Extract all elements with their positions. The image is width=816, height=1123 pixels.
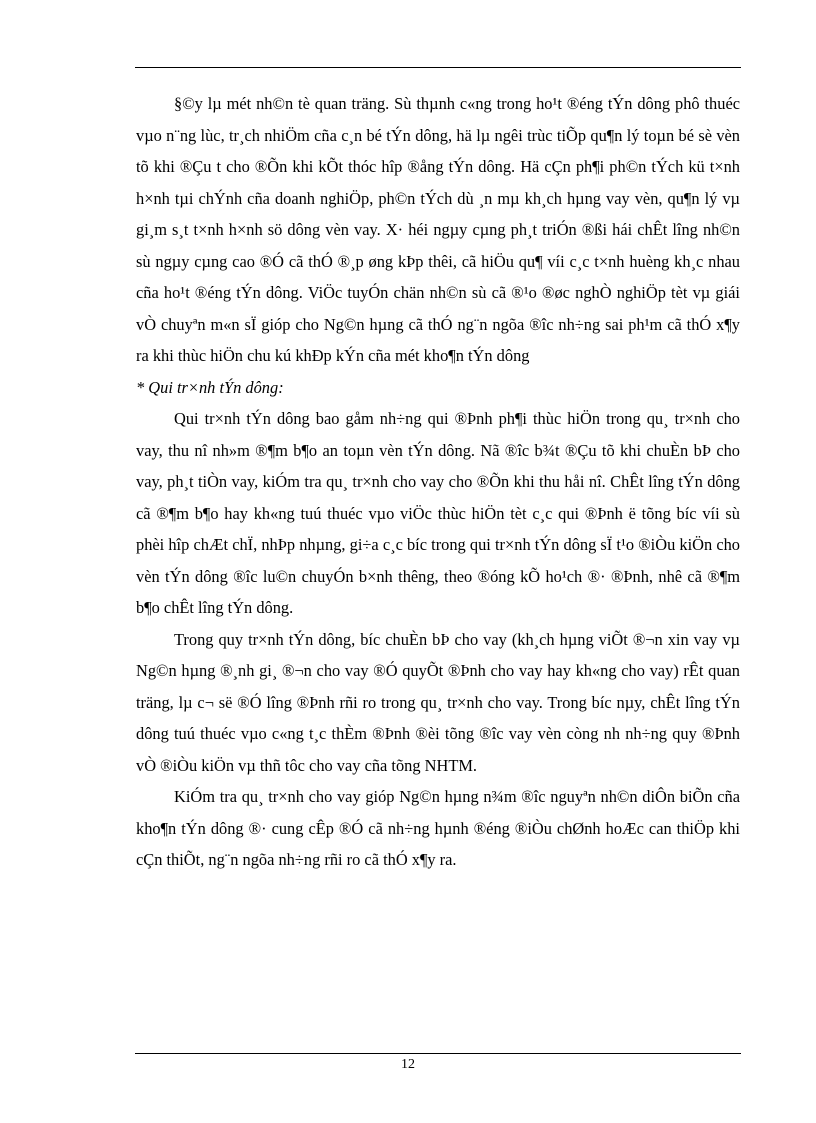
footer-rule	[135, 1053, 741, 1054]
body-text	[136, 88, 740, 876]
header-rule	[135, 67, 741, 68]
section-heading-credit-process: * Qui tr×nh tÝn dông:	[136, 377, 284, 397]
paragraph-loan-monitoring: KiÓm tra qu¸ tr×nh cho vay gióp Ng©n hµng n¾m ®îc nguyªn nh©n diÔn biÕn cña kho¶n tÝn dông ®· cung cÊp ®Ó cã nh÷ng hµnh ®éng ®iÒu chØnh hoÆc can thiÖp khi cÇn thiÕt, ng¨n ngõa nh÷ng rñi ro cã thÓ x¶y ra.	[136, 787, 740, 869]
paragraph-credit-process: Qui tr×nh tÝn dông bao gåm nh÷ng qui ®Þnh ph¶i thùc hiÖn trong qu¸ tr×nh cho vay, thu nî nh»m ®¶m b¶o an toµn vèn tÝn dông. Nã ®îc b¾t ®Çu tõ khi chuÈn bÞ cho vay, ph¸t tiÒn vay, kiÓm tra qu¸ tr×nh cho vay cho ®Õn khi thu håi nî. ChÊt lîng tÝn dông cã ®¶m b¶o hay kh«ng tuú thuéc vµo viÖc thùc hiÖn tèt c¸c qui ®Þnh ë tõng bíc víi sù phèi hîp chÆt chÏ, nhÞp nhµng, gi÷a c¸c bíc trong qui tr×nh tÝn dông sÏ t¹o ®iÒu kiÖn cho vèn tÝn dông ®îc lu©n chuyÓn b×nh thêng, theo ®óng kÕ ho¹ch ®· ®Þnh, nhê cã ®¶m b¶o chÊt lîng tÝn dông.	[136, 409, 740, 617]
paragraph-loan-preparation: Trong quy tr×nh tÝn dông, bíc chuÈn bÞ cho vay (kh¸ch hµng viÕt ®¬n xin vay vµ Ng©n hµng ®¸nh gi¸ ®¬n cho vay ®Ó quyÕt ®Þnh cho vay hay kh«ng cho vay) rÊt quan träng, lµ c¬ së ®Ó lîng ®Þnh rñi ro trong qu¸ tr×nh cho vay. Trong bíc nµy, chÊt lîng tÝn dông tuú thuéc vµo c«ng t¸c thÈm ®Þnh ®èi tõng ®îc vay vèn còng nh nh÷ng quy ®Þnh vÒ ®iÒu kiÖn vµ thñ tôc cho vay cña tõng NHTM.	[136, 629, 740, 775]
page-number: 12	[401, 1057, 415, 1072]
paragraph-personnel: §©y lµ mét nh©n tè quan träng. Sù thµnh c«ng trong ho¹t ®éng tÝn dông phô thuéc vµo n¨ng lùc, tr¸ch nhiÖm cña c¸n bé tÝn dông, hä lµ ngêi trùc tiÕp qu¶n lý toµn bé sè vèn tõ khi ®Çu t cho ®Õn khi kÕt thóc hîp ®ång tÝn dông. Hä cÇn ph¶i ph©n tÝch kü t×nh h×nh tµi chÝnh cña doanh nghiÖp, ph©n tÝch dù ¸n mµ kh¸ch hµng vay vèn, qu¶n lý vµ gi¸m s¸t t×nh h×nh sö dông vèn vay. X· héi ngµy cµng ph¸t triÓn ®ßi hái chÊt lîng nh©n sù ngµy cµng cao ®Ó cã thÓ ®¸p øng kÞp thêi, cã hiÖu qu¶ víi c¸c t×nh huèng kh¸c nhau cña ho¹t ®éng tÝn dông. ViÖc tuyÓn chän nh©n sù cã ®¹o ®øc nghÒ nghiÖp tèt vµ giái vÒ chuyªn m«n sÏ gióp cho Ng©n hµng cã thÓ ng¨n ngõa ®îc nh÷ng sai ph¹m cã thÓ x¶y ra khi thùc hiÖn chu kú khÐp kÝn cña mét kho¶n tÝn dông	[136, 94, 740, 365]
